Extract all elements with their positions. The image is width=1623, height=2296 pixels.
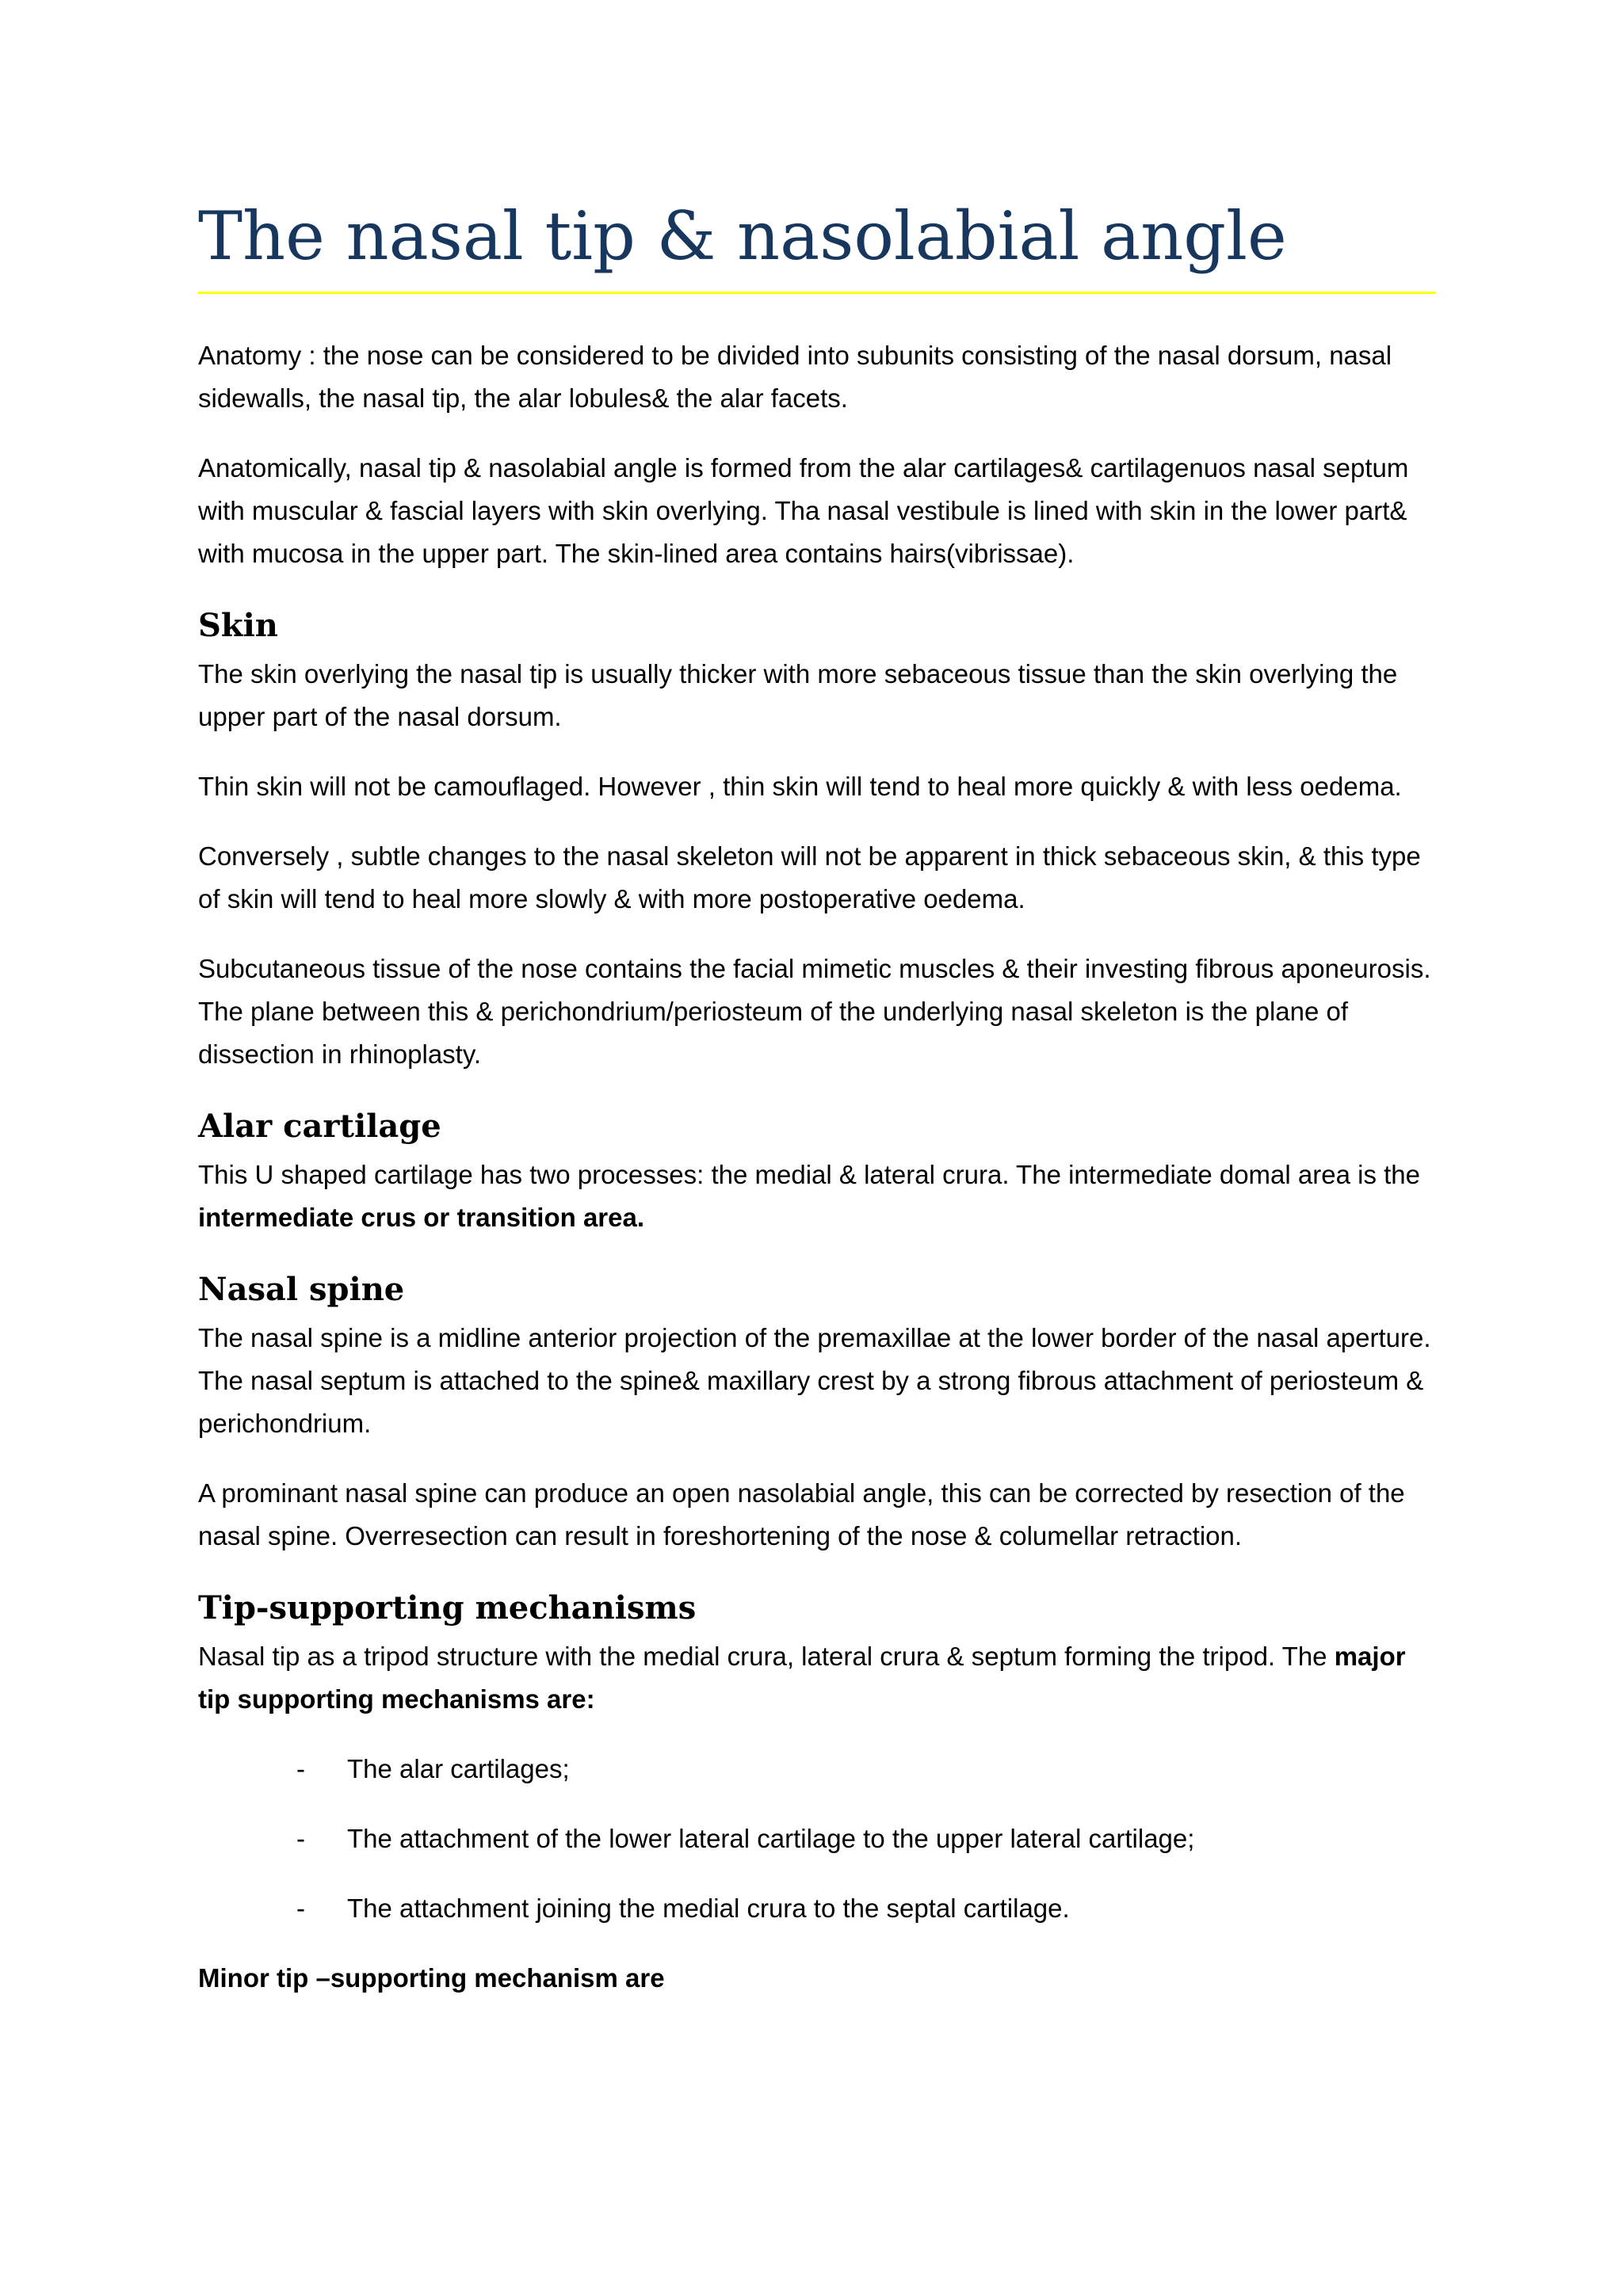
list-item [198, 1748, 1436, 1791]
skin-paragraph-4: Subcutaneous tissue of the nose contains the facial mimetic muscles & their investing fibrous aponeurosis. The plane between this & perichondrium/periosteum of the underlying nasal skeleton is the plane of dissection in rhinoplasty. [198, 954, 1431, 1069]
alar-cartilage-paragraph [198, 1154, 1436, 1239]
intro-anatomy-paragraph: Anatomy : the nose can be considered to be divided into subunits consisting of the nasal dorsum, nasal sidewalls, the nasal tip, the alar lobules& the alar facets. [198, 341, 1392, 413]
list-dash: - [296, 1754, 305, 1783]
minor-tip-support-label: Minor tip –supporting mechanism are [198, 1963, 665, 1993]
alar-cartilage-text: This U shaped cartilage has two processes: the medial & lateral crura. The intermediate domal area is the [198, 1160, 1420, 1189]
alar-cartilage-heading: Alar cartilage [198, 1108, 441, 1145]
list-item-text: The alar cartilages; [347, 1754, 570, 1783]
skin-paragraph-2: Thin skin will not be camouflaged. However , thin skin will tend to heal more quickly & with less oedema. [198, 772, 1402, 801]
tip-supporting-bold-text: major tip supporting mechanisms are: [198, 1642, 1406, 1714]
document-title: The nasal tip & nasolabial angle [198, 197, 1287, 275]
major-tip-support-list [198, 1748, 1436, 1930]
nasal-spine-paragraph-1: The nasal spine is a midline anterior projection of the premaxillae at the lower border of the nasal aperture. The nasal septum is attached to the spine& maxillary crest by a strong fibrous attachment of periosteum & perichondrium. [198, 1323, 1431, 1438]
list-dash: - [296, 1824, 305, 1853]
list-item-text: The attachment joining the medial crura to the septal cartilage. [347, 1894, 1070, 1923]
document-body [198, 334, 1436, 2000]
list-item-text: The attachment of the lower lateral cartilage to the upper lateral cartilage; [347, 1824, 1195, 1853]
intro-anatomically-paragraph: Anatomically, nasal tip & nasolabial angle is formed from the alar cartilages& cartilagenuos nasal septum with muscular & fascial layers with skin overlying. Tha nasal vestibule is lined with skin in the lower part& with mucosa in the upper part. The skin-lined area contains hairs(vibrissae). [198, 453, 1409, 568]
list-dash: - [296, 1894, 305, 1923]
list-item [198, 1887, 1436, 1930]
list-item [198, 1817, 1436, 1860]
nasal-spine-heading: Nasal spine [198, 1271, 405, 1308]
skin-paragraph-1: The skin overlying the nasal tip is usually thicker with more sebaceous tissue than the skin overlying the upper part of the nasal dorsum. [198, 659, 1398, 731]
skin-paragraph-3: Conversely , subtle changes to the nasal skeleton will not be apparent in thick sebaceous skin, & this type of skin will tend to heal more slowly & with more postoperative oedema. [198, 841, 1421, 913]
nasal-spine-paragraph-2: A prominant nasal spine can produce an open nasolabial angle, this can be corrected by resection of the nasal spine. Overresection can result in foreshortening of the nose & columellar retraction. [198, 1478, 1405, 1550]
tip-supporting-text: Nasal tip as a tripod structure with the medial crura, lateral crura & septum forming the tripod. The [198, 1642, 1335, 1671]
title-underline [198, 292, 1436, 294]
alar-cartilage-bold-text: intermediate crus or transition area. [198, 1203, 645, 1232]
skin-heading: Skin [198, 607, 278, 644]
tip-supporting-heading: Tip-supporting mechanisms [198, 1589, 697, 1627]
tip-supporting-paragraph [198, 1635, 1436, 1721]
